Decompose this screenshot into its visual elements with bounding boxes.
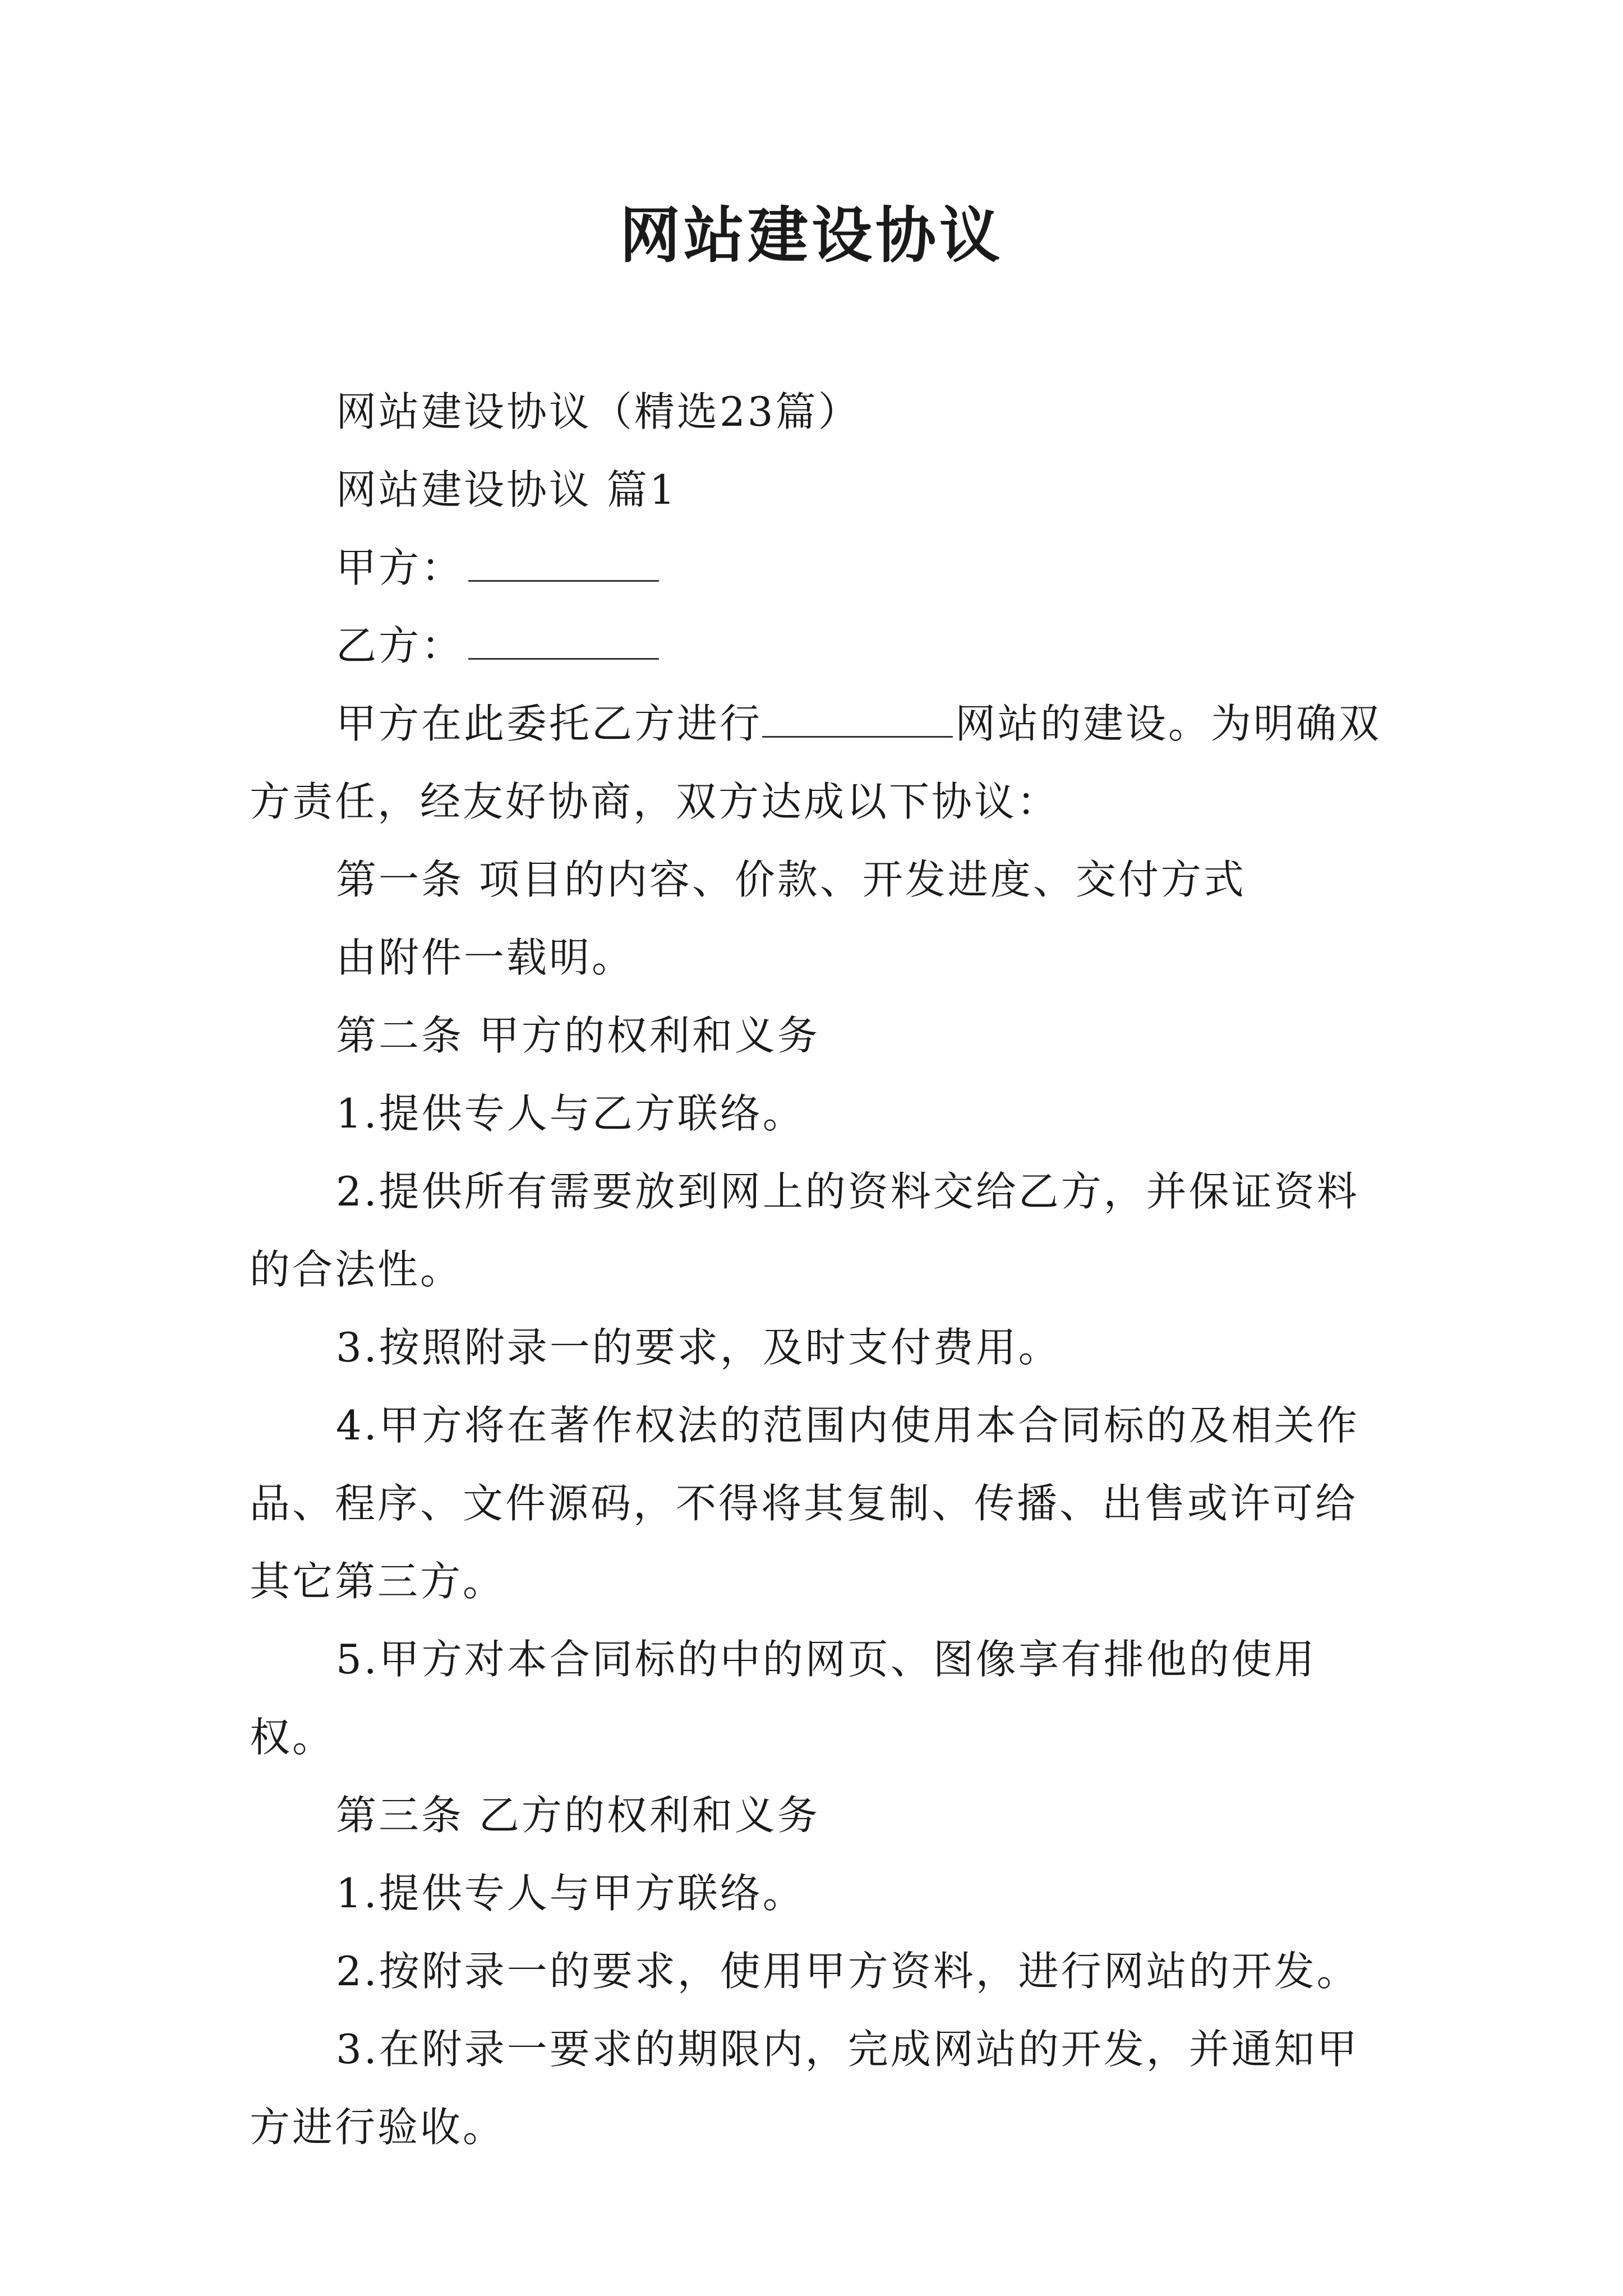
party-b-blank [468, 624, 659, 660]
party-b-label: 乙方： [336, 622, 464, 669]
party-a-label: 甲方： [336, 544, 464, 591]
article3-item: 3.在附录一要求的期限内，完成网站的开发，并通知甲方进行验收。 [250, 2026, 1359, 2151]
article2-heading: 第二条 甲方的权利和义务 [336, 1012, 820, 1059]
article3-item: 2.按附录一的要求，使用甲方资料，进行网站的开发。 [336, 1948, 1359, 1995]
article1-heading: 第一条 项目的内容、价款、开发进度、交付方式 [336, 856, 1246, 903]
intro-after: 网站的建设。为明确双方责任，经友好协商，双方达成以下协议： [250, 700, 1382, 825]
intro-before: 甲方在此委托乙方进行 [336, 700, 763, 747]
party-b-line [250, 607, 1388, 685]
article3-heading: 第三条 乙方的权利和义务 [336, 1792, 820, 1839]
party-a-blank [468, 546, 659, 582]
article2-item: 2.提供所有需要放到网上的资料交给乙方，并保证资料的合法性。 [250, 1168, 1359, 1293]
article3-item: 1.提供专人与甲方联络。 [336, 1870, 805, 1917]
section-heading: 网站建设协议 篇1 [336, 466, 677, 513]
article2-item: 5.甲方对本合同标的中的网页、图像享有排他的使用权。 [250, 1636, 1317, 1761]
website-name-blank [762, 702, 953, 738]
document-body [250, 373, 1388, 2166]
article1-text: 由附件一载明。 [336, 934, 635, 981]
intro-paragraph [250, 685, 1388, 841]
document-title: 网站建设协议 [619, 200, 1003, 271]
article2-item: 3.按照附录一的要求，及时支付费用。 [336, 1324, 1061, 1371]
article2-item: 1.提供专人与乙方联络。 [336, 1090, 805, 1137]
document-subtitle: 网站建设协议（精选23篇） [336, 388, 861, 435]
article2-item: 4.甲方将在著作权法的范围内使用本合同标的及相关作品、程序、文件源码，不得将其复制、传播、出售或许可给其它第三方。 [250, 1402, 1359, 1605]
party-a-line [250, 529, 1388, 607]
